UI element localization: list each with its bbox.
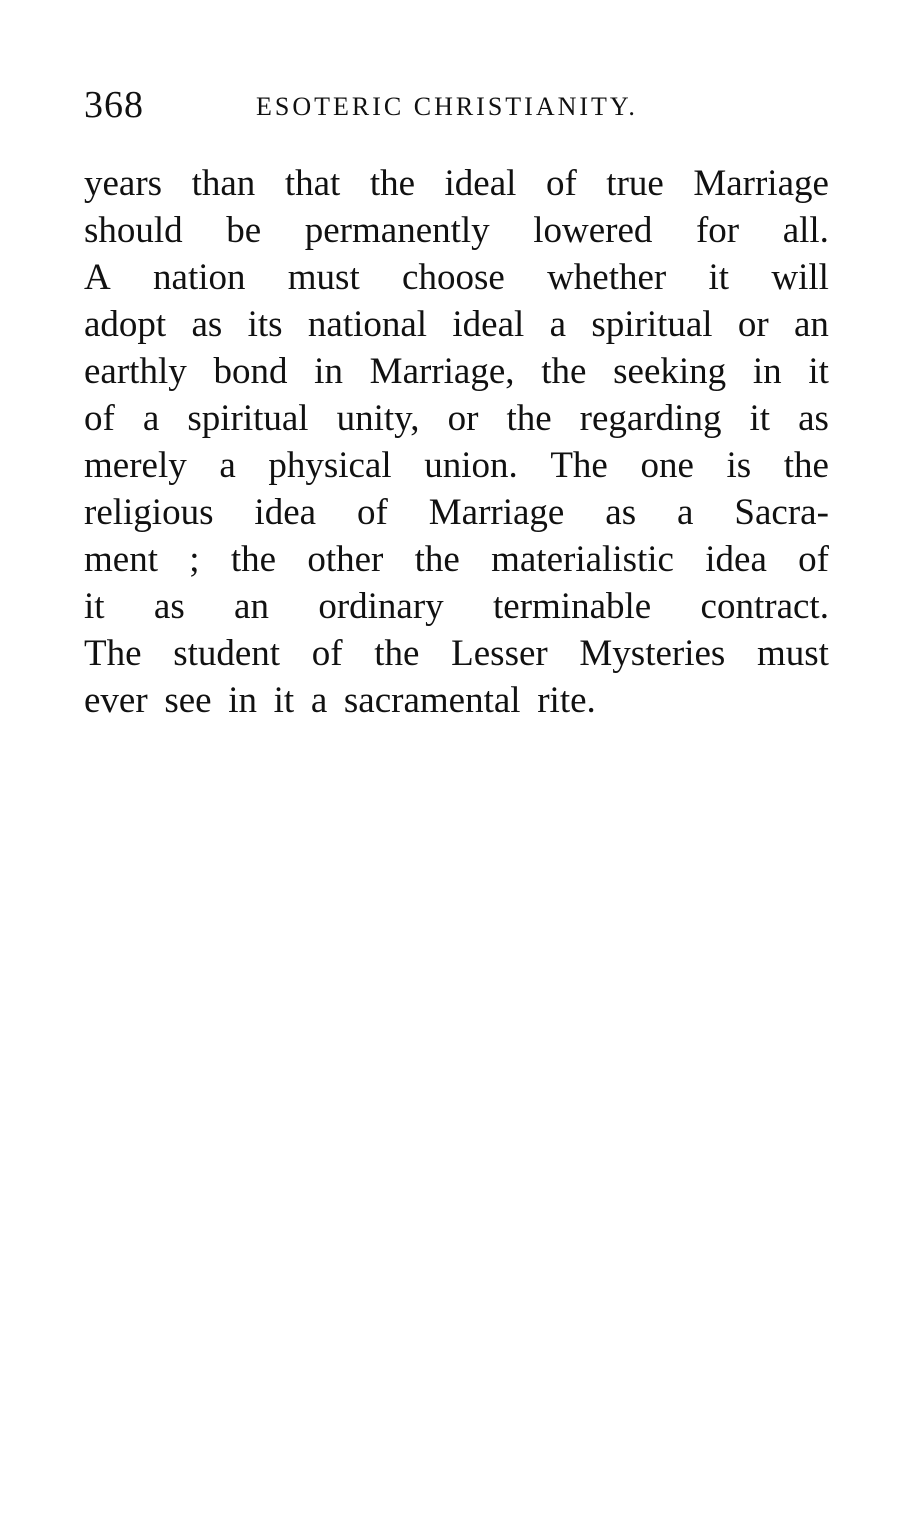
text-line [84,254,829,301]
word: that [284,163,341,204]
word: union. [424,445,518,486]
word: ; [189,539,200,580]
word: terminable [493,586,652,627]
running-title: ESOTERIC CHRISTIANITY. [256,92,638,121]
word: the [541,351,587,392]
word: of [84,398,115,439]
word: Mysteries [579,633,726,674]
word: The [550,445,608,486]
word: should [84,210,183,251]
word: for [695,210,740,251]
word: the [369,163,416,204]
word: national [307,304,428,345]
word: whether [547,257,667,298]
word: religious [84,492,214,533]
body-text [84,160,829,724]
word: in [752,351,782,392]
word: its [247,304,283,345]
word: one [640,445,694,486]
word: a [549,304,567,345]
word: materialistic [491,539,674,580]
text-line [84,301,829,348]
word: Marriage, [369,351,515,392]
word: as [191,304,223,345]
word: of [798,539,829,580]
word: regarding [579,398,722,439]
word: Sacra- [734,492,829,533]
word: ment [84,539,158,580]
word: merely [84,445,187,486]
word: a [310,680,328,721]
word: spiritual [187,398,309,439]
word: in [314,351,343,392]
word: The [84,633,142,674]
word: contract. [700,586,829,627]
word: the [414,539,460,580]
word: other [307,539,384,580]
word: Lesser [451,633,548,674]
word: it [808,351,829,392]
word: than [191,163,256,204]
word: ideal [444,163,517,204]
word: a [677,492,694,533]
word: bond [213,351,288,392]
word: in [228,680,257,721]
word: the [783,445,829,486]
word: it [749,398,771,439]
word: a [142,398,160,439]
text-line [84,160,829,207]
word: it [708,257,730,298]
word: will [771,257,829,298]
word: choose [402,257,505,298]
word: earthly [84,351,187,392]
word: lowered [533,210,653,251]
word: ordinary [318,586,444,627]
word: unity, [336,398,420,439]
text-line [84,489,829,536]
running-head [84,80,844,130]
word: it [84,586,105,627]
word: of [545,163,577,204]
word: is [726,445,752,486]
word: rite. [537,680,596,721]
word: the [506,398,552,439]
word: or [447,398,479,439]
word: see [164,680,212,721]
word: ideal [452,304,525,345]
word: idea [705,539,767,580]
word: student [173,633,281,674]
word: physical [268,445,392,486]
text-line [84,348,829,395]
word: years [84,163,163,204]
word: the [374,633,420,674]
word: all. [782,210,829,251]
word: spiritual [591,304,713,345]
word: of [311,633,343,674]
word: the [230,539,277,580]
word: true [606,163,664,204]
page-number: 368 [84,84,144,126]
word: an [794,304,829,345]
word: permanently [304,210,490,251]
word: Marriage [693,163,829,204]
word: seeking [613,351,727,392]
word: as [605,492,637,533]
word: must [757,633,829,674]
text-line [84,442,829,489]
word: it [273,680,295,721]
word: nation [153,257,246,298]
word: adopt [84,304,167,345]
word: an [234,586,269,627]
word: as [153,586,185,627]
word: of [356,492,388,533]
word: be [226,210,262,251]
word: sacramental [343,680,521,721]
text-line [84,677,829,724]
word: must [287,257,360,298]
word: A [84,257,111,298]
text-line [84,207,829,254]
word: as [798,398,829,439]
text-line [84,395,829,442]
word: a [219,445,236,486]
text-line [84,536,829,583]
word: or [737,304,769,345]
word: Marriage [428,492,565,533]
word: idea [254,492,317,533]
text-line [84,583,829,630]
text-line [84,630,829,677]
word: ever [84,680,148,721]
